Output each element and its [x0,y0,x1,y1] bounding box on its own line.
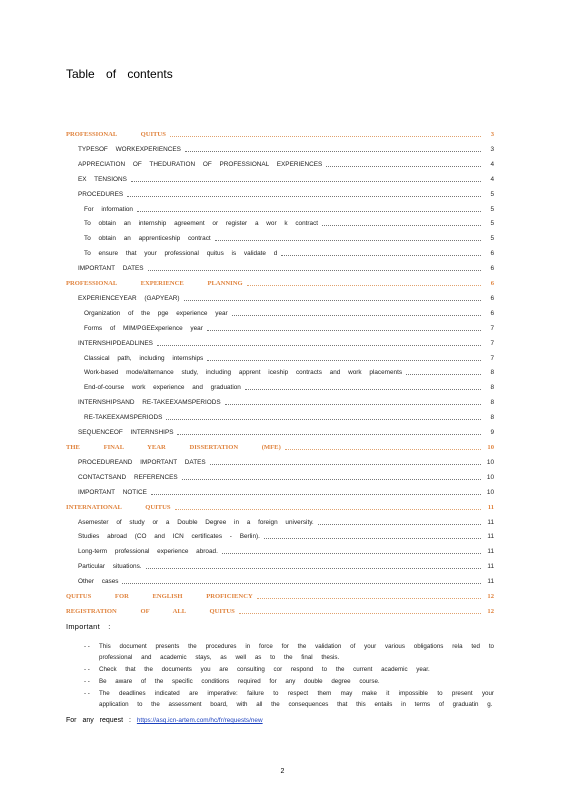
toc-entry[interactable] [66,544,494,559]
toc-entry[interactable] [66,470,494,485]
page-number: 2 [280,768,285,775]
toc-page-number: 4 [490,175,494,183]
toc-entry-label: INTERNSHIPSAND RE-TAKEEXAMSPERIODS [78,399,221,407]
toc-dot-leader [157,345,481,346]
toc-entry[interactable] [66,142,494,157]
toc-entry[interactable] [66,246,494,261]
bullet: - - [84,690,90,698]
important-list [84,642,494,712]
toc-page-number: 11 [487,503,494,511]
toc-entry[interactable] [66,380,494,395]
request-link[interactable]: https://asq.icn-artem.com/hc/fr/requests/new [136,717,263,724]
toc-entry-label: PROFESSIONAL EXPERIENCE PLANNING [66,280,243,288]
toc-dot-leader [166,419,481,420]
toc-page-number: 8 [490,399,494,407]
toc-entry-label: INTERNSHIPDEADLINES [78,339,153,347]
toc-entry-label: For information [84,205,133,213]
toc-dot-leader [184,300,481,301]
toc-page-number: 12 [487,608,494,616]
toc-page-number: 11 [487,578,494,586]
toc-page-number: 4 [490,160,494,168]
toc-page-number: 7 [490,354,494,362]
toc-entry-label: APPRECIATION OF THEDURATION OF PROFESSIONAL EXPERIENCES [78,160,323,168]
toc-entry-label: Organization of the pge experience year [84,309,228,317]
important-item: - - This document presents the procedures in force for the validation of your various obligations rela ted to professional and academic stays, as well as to the final thesis. [84,642,494,663]
toc-page-number: 10 [487,443,494,451]
toc-page-number: 8 [490,414,494,422]
toc-dot-leader [326,166,481,167]
bullet: - - [84,643,90,650]
toc-page-number: 6 [490,294,494,302]
toc-entry[interactable] [66,202,494,217]
toc-entry[interactable] [66,216,494,231]
toc-entry-label: To obtain an apprenticeship contract [84,235,211,243]
toc-dot-leader [322,225,481,226]
toc-dot-leader [177,434,481,435]
toc-entry-label: EX TENSIONS [78,175,127,183]
toc-entry[interactable] [66,365,494,380]
toc-dot-leader [318,524,481,525]
toc-dot-leader [182,479,481,480]
toc-dot-leader [122,583,481,584]
toc-entry[interactable] [66,351,494,366]
table-of-contents [66,127,494,619]
toc-page-number: 9 [490,428,494,436]
toc-entry-label: QUITUS FOR ENGLISH PROFICIENCY [66,593,253,601]
toc-entry-label: CONTACTSAND REFERENCES [78,473,178,481]
toc-entry-label: End-of-course work experience and graduation [84,384,241,392]
toc-entry-label: Asemester of study or a Double Degree in a foreign university. [78,518,314,526]
toc-entry-label: Forms of MIM/PGEExperience year [84,324,203,332]
toc-entry-label: REGISTRATION OF ALL QUITUS [66,608,235,616]
toc-entry[interactable] [66,336,494,351]
toc-page-number: 5 [490,235,494,243]
important-item: - - Be aware of the specific conditions required for any double degree course. [84,677,494,688]
toc-entry[interactable] [66,529,494,544]
toc-dot-leader [207,360,481,361]
toc-page-number: 10 [486,488,494,496]
toc-entry[interactable] [66,574,494,589]
toc-page-number: 11 [487,563,494,571]
toc-entry-label: Studies abroad (CO and ICN certificates - Berlin). [78,533,260,541]
toc-page-number: 6 [490,309,494,317]
toc-entry[interactable] [66,321,494,336]
toc-page-number: 6 [490,250,494,258]
toc-page-number: 10 [486,473,494,481]
toc-dot-leader [137,211,481,212]
toc-page-number: 10 [486,458,494,466]
toc-page-number: 11 [487,533,494,541]
toc-entry-label: Classical path, including internships [84,354,204,362]
toc-page-number: 7 [490,339,494,347]
toc-entry-label: Particular situations. [78,563,142,571]
toc-dot-leader [232,315,481,316]
toc-page-number: 6 [490,280,494,288]
toc-page-number: 11 [487,548,494,556]
toc-dot-leader [127,196,481,197]
toc-page-number: 8 [490,369,494,377]
toc-dot-leader [146,568,481,569]
toc-dot-leader [257,598,481,599]
toc-page-number: 7 [490,324,494,332]
toc-entry-label: PROCEDUREAND IMPORTANT DATES [78,458,206,466]
toc-entry-label: To obtain an internship agreement or register a wor k contract [84,220,319,228]
toc-dot-leader [175,509,481,510]
toc-section-entry[interactable] [66,440,494,455]
toc-entry[interactable] [66,455,494,470]
toc-dot-leader [207,330,481,331]
toc-dot-leader [264,538,481,539]
toc-entry[interactable] [66,291,494,306]
toc-entry[interactable] [66,157,494,172]
toc-entry-label: IMPORTANT DATES [78,265,144,273]
important-item: - - Check that the documents you are consulting cor respond to the current academic year. [84,665,494,676]
toc-entry[interactable] [66,231,494,246]
toc-entry[interactable] [66,172,494,187]
toc-dot-leader [151,494,481,495]
toc-dot-leader [281,255,481,256]
toc-page-number: 5 [490,205,494,213]
toc-page-number: 3 [490,145,494,153]
toc-dot-leader [131,181,481,182]
toc-entry-label: IMPORTANT NOTICE [78,488,147,496]
toc-page-number: 12 [487,593,494,601]
toc-dot-leader [285,449,481,450]
toc-entry[interactable] [66,485,494,500]
toc-entry-label: INTERNATIONAL QUITUS [66,503,171,511]
toc-dot-leader [225,404,481,405]
toc-section-entry[interactable] [66,604,494,619]
toc-page-number: 5 [490,190,494,198]
toc-page-number: 11 [487,518,494,526]
toc-dot-leader [210,464,481,465]
toc-section-entry[interactable] [66,589,494,604]
toc-entry-label: RE-TAKEEXAMSPERIODS [84,414,163,422]
toc-entry[interactable] [66,395,494,410]
toc-entry-label: EXPERIENCEYEAR (GAPYEAR) [78,294,180,302]
toc-section-entry[interactable] [66,276,494,291]
toc-entry-label: To ensure that your professional quitus is validate d [84,250,278,258]
toc-dot-leader [222,553,481,554]
bullet: - - [84,677,90,685]
important-heading: Important : [66,622,111,631]
toc-section-entry[interactable] [66,500,494,515]
toc-entry[interactable] [66,187,494,202]
toc-dot-leader [215,240,481,241]
toc-dot-leader [170,136,481,137]
toc-entry-label: Work-based mode/alternance study, including apprent iceship contracts and work placements [84,369,403,377]
toc-section-entry[interactable] [66,127,494,142]
toc-page-number: 5 [490,220,494,228]
request-label: For any request : [66,717,131,724]
page-title: Table of contents [66,67,173,81]
toc-entry[interactable] [66,515,494,530]
toc-entry-label: SEQUENCEOF INTERNSHIPS [78,428,174,436]
toc-entry-label: Other cases [78,578,119,586]
toc-entry[interactable] [66,261,494,276]
toc-entry-label: THE FINAL YEAR DISSERTATION (MFE) [66,443,281,451]
toc-dot-leader [185,151,481,152]
bullet: - - [84,665,90,673]
important-item: - - The deadlines indicated are imperative: failure to respect them may make it impossible to present your application to the assessment board, with all the consequences that this entails in terms of graduatin g. [84,689,494,710]
toc-entry-label: TYPESOF WORKEXPERIENCES [78,145,181,153]
toc-entry[interactable] [66,306,494,321]
request-line [66,717,263,724]
toc-entry[interactable] [66,425,494,440]
toc-dot-leader [247,285,481,286]
toc-entry-label: Long-term professional experience abroad. [78,548,218,556]
toc-entry-label: PROFESSIONAL QUITUS [66,131,166,138]
toc-entry-label: PROCEDURES [78,190,124,198]
toc-page-number: 8 [490,384,494,392]
toc-entry[interactable] [66,410,494,425]
toc-page-number: 6 [490,265,494,273]
toc-dot-leader [148,270,481,271]
toc-dot-leader [239,613,481,614]
toc-dot-leader [406,374,481,375]
toc-dot-leader [245,389,481,390]
toc-entry[interactable] [66,559,494,574]
toc-page-number: 3 [490,131,494,138]
